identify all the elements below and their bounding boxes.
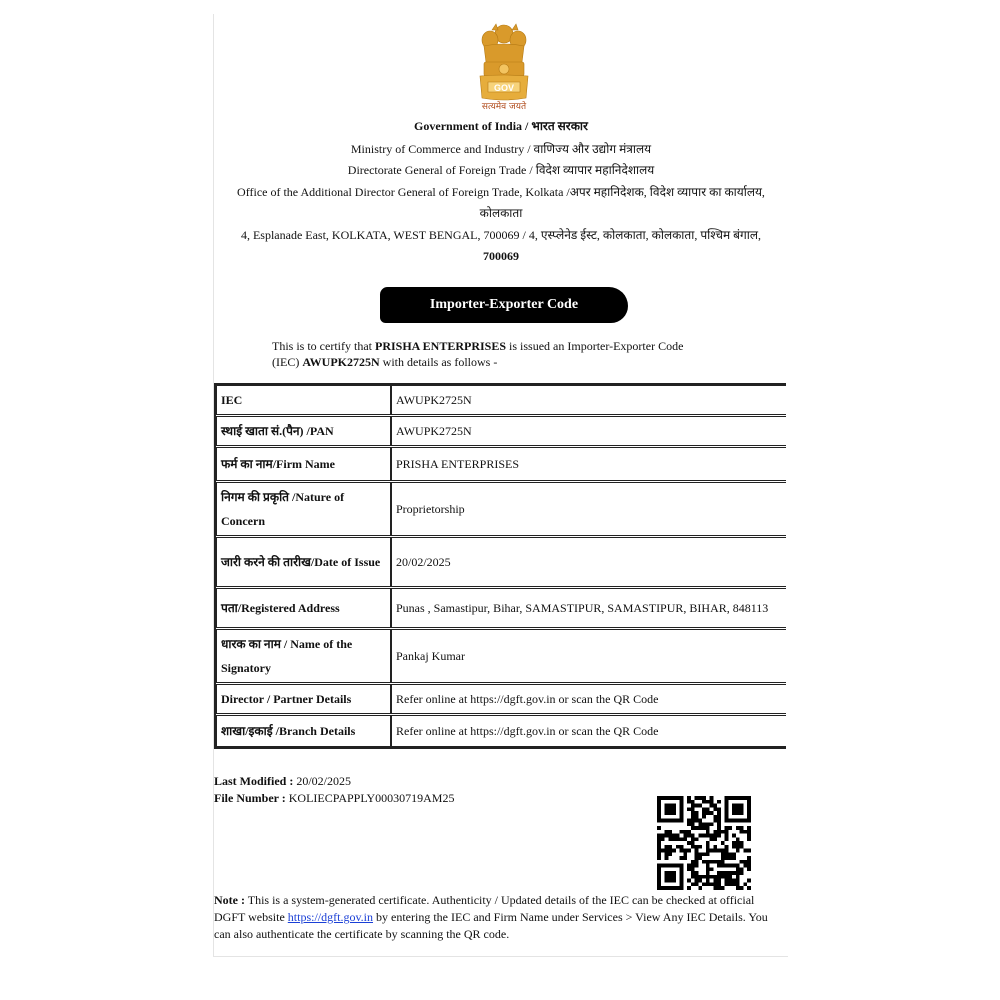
certification-intro — [272, 338, 742, 370]
table-row — [216, 482, 786, 536]
banner-title: Importer-Exporter Code — [429, 297, 579, 312]
qr-code-icon[interactable] — [657, 796, 751, 890]
intro-text-1: This is to certify that — [272, 339, 375, 353]
table-row — [216, 629, 786, 683]
row-value: AWUPK2725N — [391, 416, 786, 446]
intro-text-4: with details as follows - — [379, 355, 498, 369]
row-label: फर्म का नाम/Firm Name — [216, 447, 391, 481]
intro-text-3: (IEC) — [272, 355, 303, 369]
footer-info — [214, 773, 454, 807]
table-row — [216, 715, 786, 747]
header-directorate: Directorate General of Foreign Trade / विदेश व्यापार महानिदेशालय — [347, 163, 655, 177]
note-label: Note : — [214, 893, 245, 907]
header-address: 4, Esplanade East, KOLKATA, WEST BENGAL, 700069 / 4, एस्प्लेनेड ईस्ट, कोलकाता, कोलकाता, पश्चिम बंगाल, — [240, 228, 762, 242]
dgft-website-link[interactable]: https://dgft.gov.in — [287, 910, 374, 924]
row-value: Refer online at https://dgft.gov.in or scan the QR Code — [391, 715, 786, 747]
header-office-city: कोलकाता — [479, 206, 523, 220]
row-value: Refer online at https://dgft.gov.in or scan the QR Code — [391, 684, 786, 714]
row-value: AWUPK2725N — [391, 385, 786, 415]
row-value: Punas , Samastipur, Bihar, SAMASTIPUR, SAMASTIPUR, BIHAR, 848113 — [391, 588, 786, 628]
note-text-2: by entering the IEC and Firm Name under Services > View Any IEC Details. You can also authenticate the certificate by scanning the QR code. — [214, 910, 768, 941]
state-emblem-icon — [472, 20, 536, 112]
iec-title-banner — [380, 287, 628, 323]
table-row — [216, 416, 786, 446]
intro-iec: AWUPK2725N — [302, 355, 380, 369]
header-address-pin: 700069 — [483, 249, 519, 263]
row-label: पता/Registered Address — [216, 588, 391, 628]
row-value: Proprietorship — [391, 482, 786, 536]
row-label: धारक का नाम / Name of the Signatory — [216, 629, 391, 683]
file-number: File Number : KOLIECPAPPLY00030719AM25 — [214, 791, 455, 805]
row-label: निगम की प्रकृति /Nature of Concern — [216, 482, 391, 536]
table-row — [216, 385, 786, 415]
table-row — [216, 537, 786, 587]
header-office: Office of the Additional Director General of Foreign Trade, Kolkata /अपर महानिदेशक, विदेश व्यापार का कार्यालय, — [237, 185, 765, 199]
row-label: जारी करने की तारीख/Date of Issue — [216, 537, 391, 587]
svg-text:सत्यमेव जयते: सत्यमेव जयते — [481, 102, 527, 112]
authenticity-note — [214, 892, 780, 943]
table-row — [216, 684, 786, 714]
header-ministry: Ministry of Commerce and Industry / वाणिज्य और उद्योग मंत्रालय — [350, 142, 652, 156]
intro-firm-name: PRISHA ENTERPRISES — [374, 339, 507, 353]
row-value: Pankaj Kumar — [391, 629, 786, 683]
row-label: IEC — [216, 385, 391, 415]
row-label: Director / Partner Details — [216, 684, 391, 714]
table-row — [216, 588, 786, 628]
svg-text:GOV: GOV — [493, 83, 515, 93]
note-text-1: This is a system-generated certificate. Authenticity / Updated details of the IEC can be checked at official DGFT website — [214, 893, 755, 924]
intro-text-2: is issued an Importer-Exporter Code — [506, 339, 684, 353]
row-label: शाखा/इकाई /Branch Details — [216, 715, 391, 747]
iec-details-table — [214, 383, 786, 749]
header-government: Government of India / भारत सरकार — [414, 119, 588, 133]
row-value: 20/02/2025 — [391, 537, 786, 587]
row-label: स्थाई खाता सं.(पैन) /PAN — [216, 416, 391, 446]
table-row — [216, 447, 786, 481]
row-value: PRISHA ENTERPRISES — [391, 447, 786, 481]
last-modified: Last Modified : 20/02/2025 — [214, 774, 352, 788]
